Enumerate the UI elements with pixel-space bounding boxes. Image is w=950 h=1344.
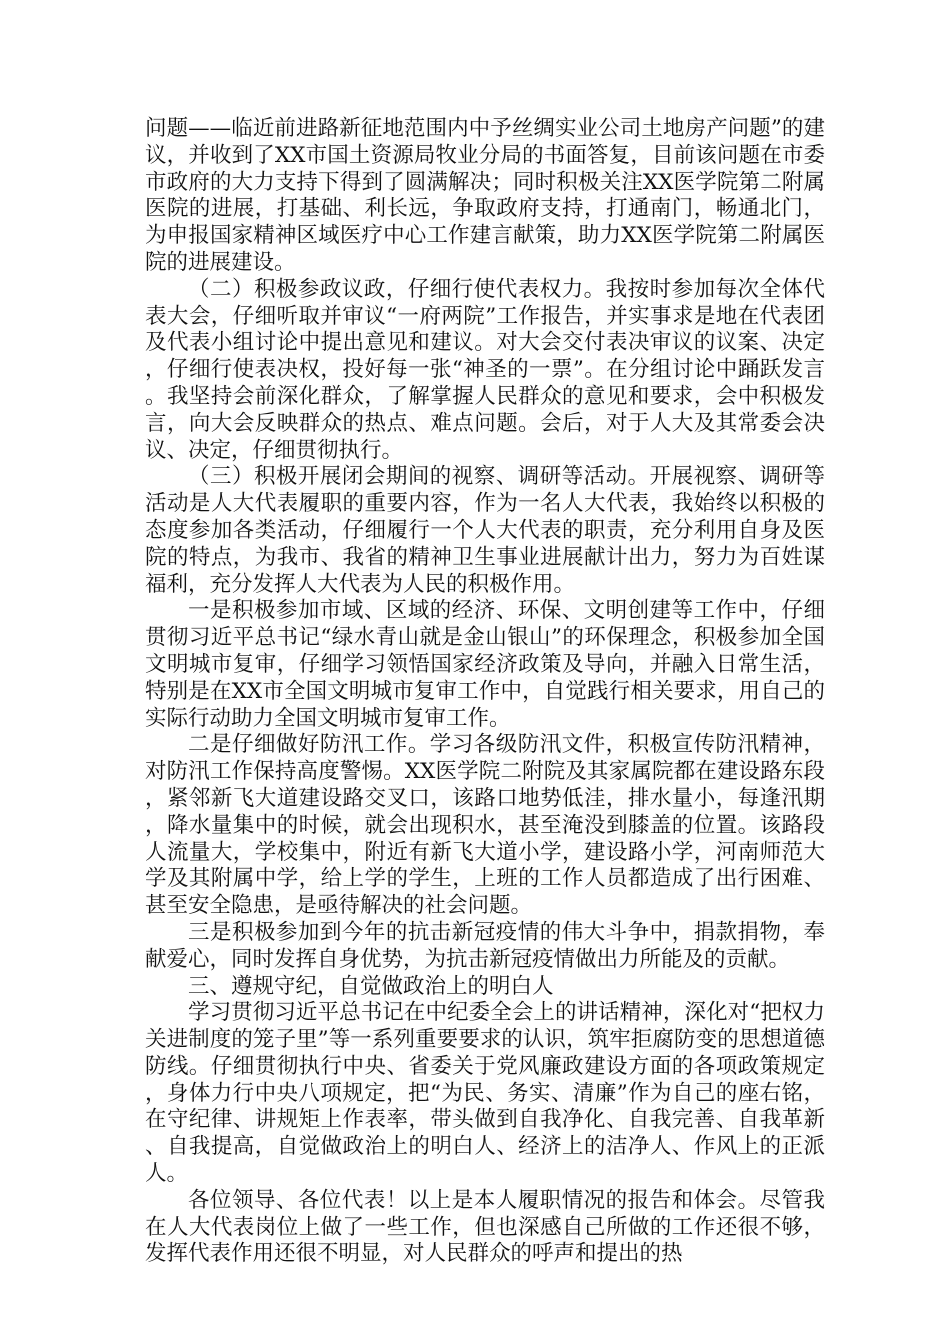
document-page: [145, 116, 825, 1268]
paragraph-item-one: 一是积极参加市域、区域的经济、环保、文明创建等工作中，仔细贯彻习近平总书记“绿水青山就是金山银山”的环保理念，积极参加全国文明城市复审，仔细学习领悟国家经济政策及导向，并融入日常生活，特别是在XX市全国文明城市复审工作中，自觉践行相关要求，用自己的实际行动助力全国文明城市复审工作。: [145, 598, 825, 731]
paragraph-section-two: （二）积极参政议政，仔细行使代表权力。我按时参加每次全体代表大会，仔细听取并审议“一府两院”工作报告，并实事求是地在代表团及代表小组讨论中提出意见和建议。对大会交付表决审议的议案、决定，仔细行使表决权，投好每一张“神圣的一票”。在分组讨论中踊跃发言。我坚持会前深化群众，了解掌握人民群众的意见和要求，会中积极发言，向大会反映群众的热点、难点问题。会后，对于人大及其常委会决议、决定，仔细贯彻执行。: [145, 276, 825, 463]
paragraph-discipline: 学习贯彻习近平总书记在中纪委全会上的讲话精神，深化对“把权力关进制度的笼子里”等一系列重要要求的认识，筑牢拒腐防变的思想道德防线。仔细贯彻执行中央、省委关于党风廉政建设方面的各项政策规定，身体力行中央八项规定，把“为民、务实、清廉”作为自己的座右铭，在守纪律、讲规矩上作表率，带头做到自我净化、自我完善、自我革新、自我提高，自觉做政治上的明白人、经济上的洁净人、作风上的正派人。: [145, 1000, 825, 1187]
paragraph-item-two: 二是仔细做好防汛工作。学习各级防汛文件，积极宣传防汛精神，对防汛工作保持高度警惕。XX医学院二附院及其家属院都在建设路东段，紧邻新飞大道建设路交叉口，该路口地势低洼，排水量小，每逢汛期，降水量集中的时候，就会出现积水，甚至淹没到膝盖的位置。该路段人流量大，学校集中，附近有新飞大道小学，建设路小学，河南师范大学及其附属中学，给上学的学生，上班的工作人员都造成了出行困难、甚至安全隐患，是亟待解决的社会问题。: [145, 732, 825, 919]
paragraph-continued: 问题——临近前进路新征地范围内中予丝绸实业公司土地房产问题”的建议，并收到了XX市国土资源局牧业分局的书面答复，目前该问题在市委市政府的大力支持下得到了圆满解决；同时积极关注XX医学院第二附属医院的进展，打基础、利长远，争取政府支持，打通南门，畅通北门，为申报国家精神区域医疗中心工作建言献策，助力XX医学院第二附属医院的进展建设。: [145, 116, 825, 275]
paragraph-closing: 各位领导、各位代表！以上是本人履职情况的报告和体会。尽管我在人大代表岗位上做了一些工作，但也深感自己所做的工作还很不够，发挥代表作用还很不明显，对人民群众的呼声和提出的热: [145, 1187, 825, 1267]
section-heading-three: 三、遵规守纪，自觉做政治上的明白人: [188, 973, 554, 999]
paragraph-item-three: 三是积极参加到今年的抗击新冠疫情的伟大斗争中，捐款捐物，奉献爱心，同时发挥自身优势，为抗击新冠疫情做出力所能及的贡献。: [145, 919, 825, 972]
paragraph-section-three: （三）积极开展闭会期间的视察、调研等活动。开展视察、调研等活动是人大代表履职的重要内容，作为一名人大代表，我始终以积极的态度参加各类活动，仔细履行一个人大代表的职责，充分利用自身及医院的特点，为我市、我省的精神卫生事业进展献计出力，努力为百姓谋福利，充分发挥人大代表为人民的积极作用。: [145, 464, 825, 597]
